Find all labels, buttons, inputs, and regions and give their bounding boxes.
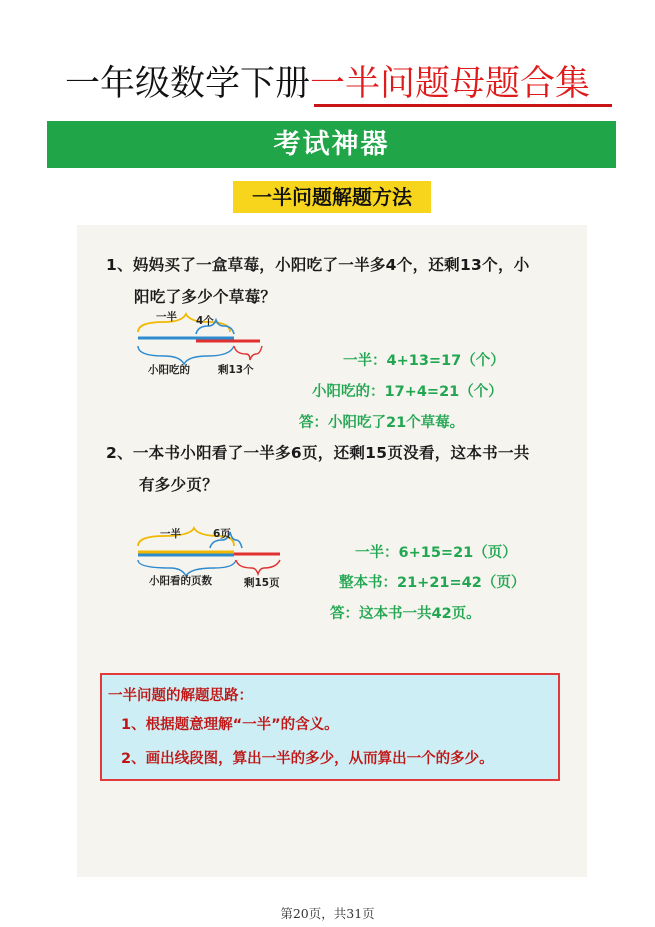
q2-line1: 2、一本书小阳看了一半多6页，还剩15页没看，这本书一共	[106, 444, 530, 462]
banner: 考试神器	[47, 121, 616, 168]
page-footer: 第20页，共31页	[280, 906, 375, 921]
page-title	[0, 62, 655, 106]
q1-answer-3: 答：小阳吃了21个草莓。	[299, 415, 465, 431]
q2-line2: 有多少页？	[139, 476, 219, 494]
q1-brace-left	[234, 346, 262, 360]
section-heading: 一半问题解题方法	[233, 181, 431, 213]
q2-brace-left	[236, 560, 280, 574]
tips-item-1: 1、根据题意理解“一半”的含义。	[121, 717, 339, 733]
title-underline	[314, 104, 612, 107]
q2-label-half: 一半	[160, 528, 181, 540]
q1-answer-2: 小阳吃的：17+4=21（个）	[312, 384, 503, 400]
q1-label-half: 一半	[156, 311, 177, 323]
q1-line2: 阳吃了多少个草莓？	[134, 288, 277, 306]
q1-label-left: 剩13个	[218, 364, 254, 376]
title-red: 一半问题母题合集	[310, 64, 591, 104]
q2-label-left: 剩15页	[244, 577, 280, 589]
q1-line1: 1、妈妈买了一盒草莓，小阳吃了一半多4个，还剩13个，小	[106, 256, 530, 274]
q2-label-read: 小阳看的页数	[149, 575, 212, 587]
q1-brace-half	[138, 314, 230, 332]
title-black: 一年级数学下册	[64, 64, 310, 104]
q1-label-extra: 4个	[196, 315, 214, 327]
q2-answer-1: 一半：6+15=21（页）	[355, 545, 517, 561]
tips-heading: 一半问题的解题思路：	[108, 688, 253, 704]
q1-answer-1: 一半：4+13=17（个）	[343, 353, 505, 369]
q1-label-eaten: 小阳吃的	[148, 364, 190, 376]
q2-answer-2: 整本书：21+21=42（页）	[339, 575, 526, 591]
q2-answer-3: 答：这本书一共42页。	[330, 606, 481, 622]
tips-item-2: 2、画出线段图，算出一半的多少，从而算出一个的多少。	[121, 751, 494, 767]
q2-label-extra: 6页	[213, 528, 231, 540]
